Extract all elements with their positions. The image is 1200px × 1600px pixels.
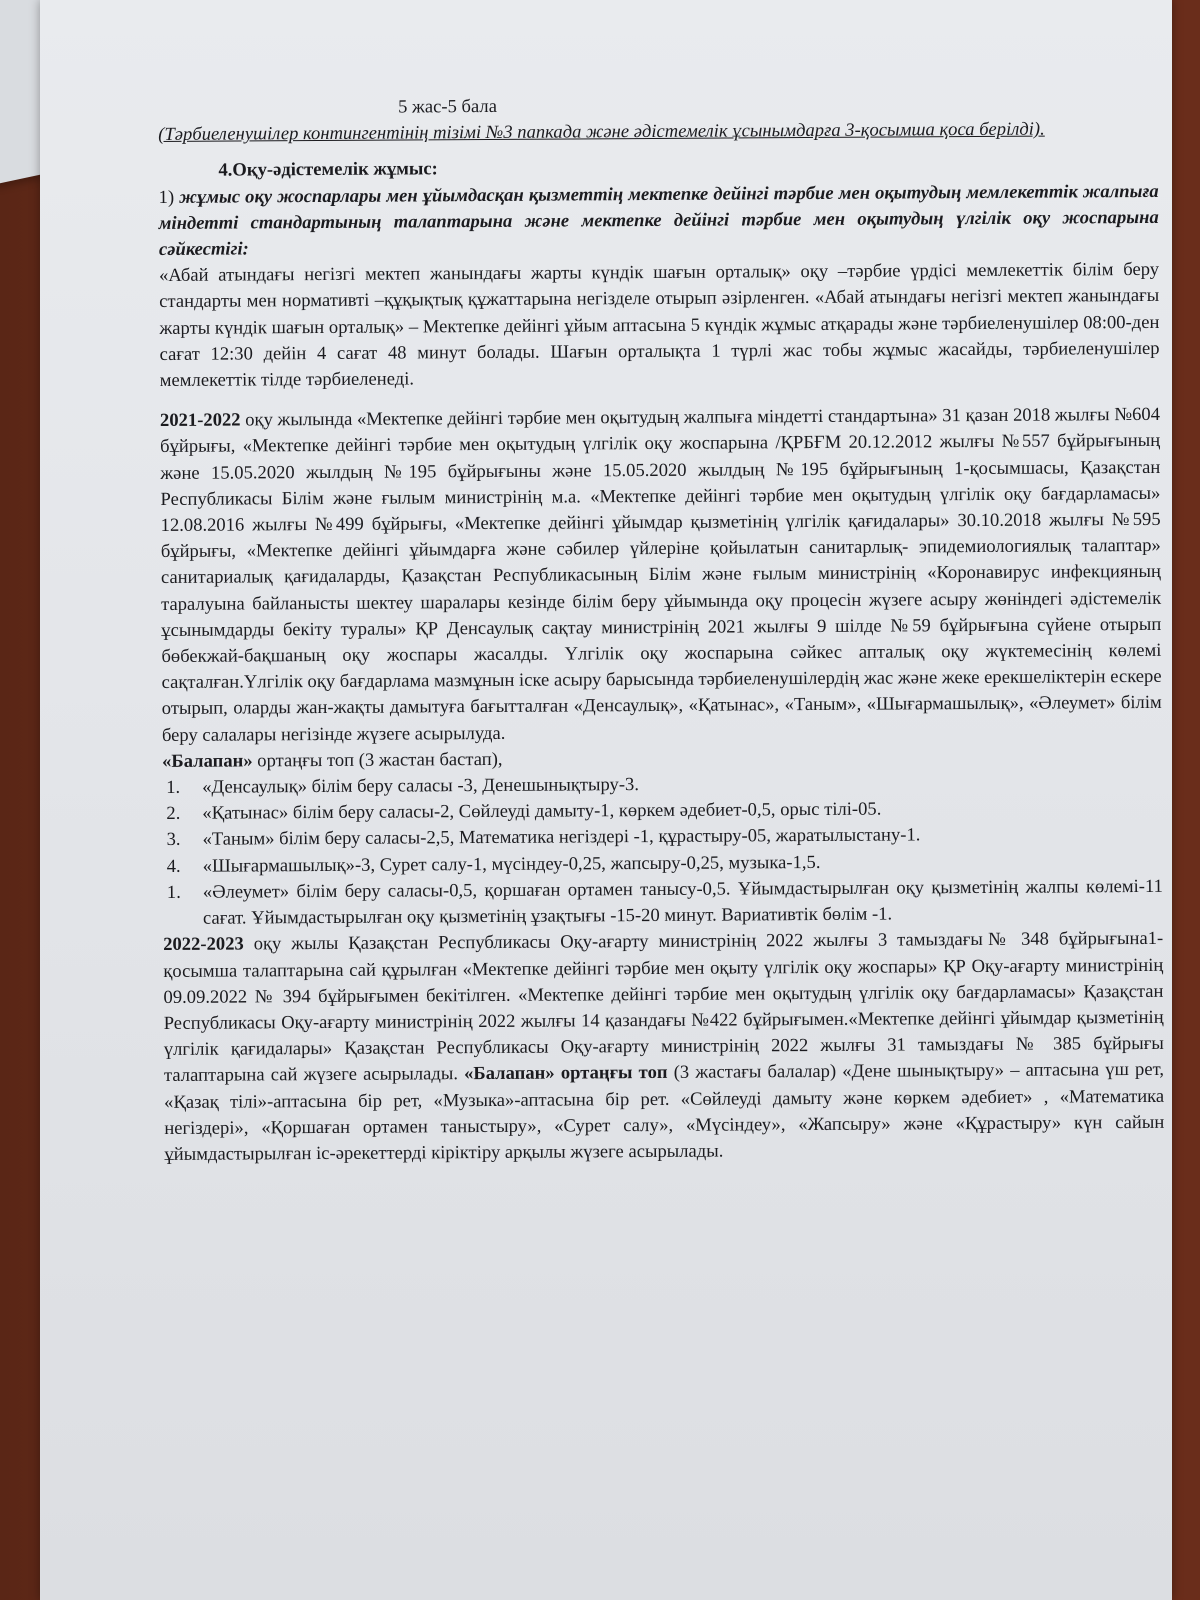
group-name: «Балапан»	[162, 750, 253, 772]
document-content	[158, 90, 1165, 1168]
list-item	[163, 874, 1163, 933]
curriculum-list	[162, 769, 1163, 932]
list-item-text: «Қатынас» білім беру саласы-2, Сөйлеуді дамыту-1, көркем әдебиет-0,5, орыс тілі-05.	[202, 798, 882, 825]
paragraph-2021-text: оқу жылында «Мектепке дейінгі тәрбие мен оқытудың жалпыға міндетті стандартына» 31 қазан 2018 жылғы №604 бұйрығы, «Мектепке дейінгі тәрбие мен оқытудың үлгілік оқу жоспарына /ҚРБҒМ 20.12.2012 жылғы №557 бұйрығының және 15.05.2020 жылдың №195 бұйрығыны және 15.05.2020 жылдың №195 бұйрығының 1-қосымшасы, Қазақстан Республикасы Білім және ғылым министрінің м.а. «Мектепке дейінгі тәрбие мен оқытудың үлгілік оқу бағдарламасы» 12.08.2016 жылғы №499 бұйрығы, «Мектепке дейінгі ұйымдар қызметінің үлгілік қағидалары» 30.10.2018 жылғы №595 бұйрығы, «Мектепке дейінгі ұйымдарға және сәбилер үйлеріне қойылатын санитарлық- эпидемиологиялық талаптар» санитариалық қағидаларды, Қазақстан Республикасының Білім және ғылым министрінің «Коронавирус инфекцияның таралуына байланысты шектеу шаралары кезінде білім беру ұйымында оқу процесін жүзеге асыру жөніндегі әдістемелік ұсынымдарды бекіту туралы» ҚР Денсаулық сақтау министрінің 2021 жылғы 9 шілде №59 бұйрығына сүйене отырып бөбекжай-бақшаның оқу жоспары жасалды. Үлгілік оқу жоспарына сәйкес апталық оқу жүктемесінің көлемі сақталған.Үлгілік оқу бағдарлама мазмұнын іске асыру барысында тәрбиеленушілердің жас және жеке ерекшеліктерін ескере отырып, оларды жан-жақты дамытуға бағытталған «Денсаулық», «Қатынас», «Таным», «Шығармашылық», «Әлеумет» білім беру салалары негізінде жүзеге асырылуда.	[160, 404, 1162, 746]
list-item-text: «Шығармашылық»-3, Сурет салу-1, мүсіндеу-0,25, жапсыру-0,25, музыка-1,5.	[202, 851, 821, 877]
list-item-number: 3.	[166, 829, 181, 851]
year-2021-2022: 2021-2022	[159, 409, 241, 432]
subheading-text: жұмыс оқу жоспарлары мен ұйымдасқан қызметтің мектепке дейінгі тәрбие мен оқытудың мемлекеттік жалпыға міндетті стандартының талаптарына және мектепке дейінгі тәрбие мен оқытудың үлгілік оқу жоспарына сәйкестігі:	[158, 180, 1159, 261]
paragraph-2022-text-b: (3 жастағы балалар) «Дене шынықтыру» – аптасына үш рет, «Қазақ тілі»-аптасына бір рет, «Музыка»-аптасына бір рет. «Сөйлеуді дамыту және көркем әдебиет» , «Математика негіздері», «Қоршаған ортамен таныстыру», «Сурет салу», «Мүсіндеу», «Жапсыру» және «Құрастыру» күн сайын ұйымдастырылған іс-әрекеттерді кіріктіру арқылы жүзеге асырылады.	[164, 1059, 1165, 1165]
list-item-number: 1.	[166, 881, 181, 903]
group-desc: ортаңғы топ (3 жастан бастап),	[252, 748, 503, 772]
document-page	[40, 0, 1172, 1600]
subheading	[159, 178, 1159, 263]
paragraph-2021	[160, 402, 1162, 749]
list-item-text: «Әлеумет» білім беру саласы-0,5, қоршаған ортамен танысу-0,5. Ұйымдастырылған оқу қызметінің жалпы көлемі-11 сағат. Ұйымдастырылған оқу қызметінің ұзақтығы -15-20 минут. Вариативтік бөлім -1.	[202, 875, 1163, 929]
group-name-2: «Балапан» ортаңғы топ	[464, 1062, 668, 1085]
list-item-text: «Денсаулық» білім беру саласы -3, Денешынықтыру-3.	[202, 774, 640, 798]
list-item-number: 4.	[166, 855, 181, 877]
paragraph-2022	[163, 926, 1164, 1168]
list-item-text: «Таным» білім беру саласы-2,5, Математика негіздері -1, құрастыру-05, жаратылыстану-1.	[202, 824, 921, 851]
age-line: 5 жас-5 бала	[398, 95, 497, 118]
paragraph-intro: «Абай атындағы негізгі мектеп жанындағы жарты күндік шағын орталық» оқу –тәрбие үрдісі мемлекеттік білім беру стандарты мен нормативті –құқықтық құжаттарына негізделе отырып әзірленген. «Абай атындағы негізгі мектеп жанындағы жарты күндік шағын орталық» – Мектепке дейінгі ұйым аптасына 5 күндік жұмыс атқарады және тәрбиеленушілер 08:00-ден сағат 12:30 дейін 4 сағат 48 минут болады. Шағын орталықта 1 түрлі жас тобы жұмыс жасайды, тәрбиеленушілер мемлекеттік тілде тәрбиеленеді.	[159, 259, 1160, 392]
year-2022-2023: 2022-2023	[163, 933, 244, 956]
list-item-number: 2.	[166, 803, 181, 825]
paragraph-2022-text-a: оқу жылы Қазақстан Республикасы Оқу-ағарту министрінің 2022 жылғы 3 тамыздағы№ 348 бұйрығына1-қосымша талаптарына сай құрылған «Мектепке дейінгі тәрбие мен оқыту үлгілік оқу жоспары» ҚР Оқу-ағарту министрінің 09.09.2022 № 394 бұйрығымен бекітілген. «Мектепке дейінгі тәрбие мен оқытудың үлгілік оқу бағдарламасы» Қазақстан Республикасы Оқу-ағарту министрінің 2022 жылғы 14 қазандағы №422 бұйрығымен.«Мектепке дейінгі ұйымдар қызметінің үлгілік қағидалары» Қазақстан Республикасы Оқу-ағарту министрінің 2022 жылғы 31 тамыздағы № 385 бұйрығы талаптарына сай жүзеге асырылады.	[163, 928, 1164, 1087]
contingent-note: (Тәрбиеленушілер контингентінің тізімі №3 папкада және әдістемелік ұсынымдарға 3-қосымша қоса берілді).	[158, 118, 1045, 146]
list-item-number: 1.	[166, 776, 181, 799]
section-title: 4.Оқу-әдістемелік жұмыс:	[218, 158, 438, 182]
subheading-number: 1)	[158, 186, 175, 208]
